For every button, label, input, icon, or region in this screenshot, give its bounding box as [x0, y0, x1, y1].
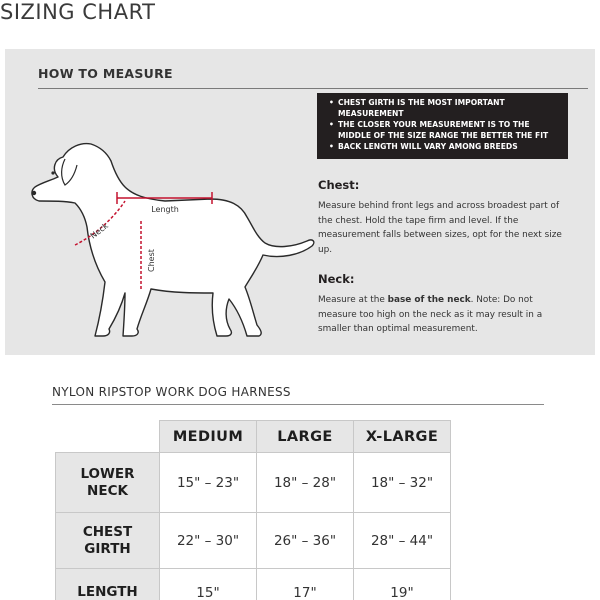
length-label: Length [151, 205, 179, 214]
table-row [56, 569, 451, 600]
neck-label: Neck [88, 221, 110, 241]
column-header-medium: MEDIUM [160, 421, 257, 453]
page-title: SIZING CHART [0, 0, 156, 24]
table-cell: 18" – 28" [257, 453, 354, 513]
neck-heading: Neck: [318, 272, 355, 286]
chest-info [318, 178, 573, 257]
measurement-notice-box [317, 93, 568, 159]
how-to-measure-heading: HOW TO MEASURE [38, 66, 173, 81]
size-table [55, 420, 451, 600]
notice-item: • THE CLOSER YOUR MEASUREMENT IS TO THE MIDDLE OF THE SIZE RANGE THE BETTER THE FIT [329, 120, 560, 141]
row-label-chest-girth: CHEST GIRTH [56, 513, 160, 569]
chest-heading: Chest: [318, 178, 360, 192]
chest-description: Measure behind front legs and across broadest part of the chest. Hold the tape firm and level. If the measurement falls between sizes, opt for the next size up. [318, 201, 562, 255]
column-header-large: LARGE [257, 421, 354, 453]
product-heading: NYLON RIPSTOP WORK DOG HARNESS [52, 385, 291, 399]
table-cell: 15" – 23" [160, 453, 257, 513]
table-cell: 26" – 36" [257, 513, 354, 569]
table-row [56, 453, 451, 513]
chest-label: Chest [147, 249, 156, 272]
neck-description: Measure at the base of the neck. Note: Do not measure too high on the neck as it may result in a smaller than optimal measurement. [318, 295, 543, 335]
table-corner [56, 421, 160, 453]
table-cell: 18" – 32" [354, 453, 451, 513]
dog-nose [32, 191, 36, 195]
how-to-measure-panel [5, 49, 595, 355]
divider [38, 88, 588, 89]
divider [52, 404, 544, 405]
table-row [56, 513, 451, 569]
dog-eye [51, 171, 54, 174]
dog-measurement-diagram [25, 117, 325, 357]
notice-item: • CHEST GIRTH IS THE MOST IMPORTANT MEASUREMENT [329, 98, 560, 119]
column-header-x-large: X-LARGE [354, 421, 451, 453]
table-cell: 17" [257, 569, 354, 600]
neck-emphasis: base of the neck [387, 295, 471, 305]
table-cell: 19" [354, 569, 451, 600]
table-cell: 15" [160, 569, 257, 600]
row-label-lower-neck: LOWER NECK [56, 453, 160, 513]
notice-item: • BACK LENGTH WILL VARY AMONG BREEDS [329, 142, 560, 153]
table-cell: 22" – 30" [160, 513, 257, 569]
table-cell: 28" – 44" [354, 513, 451, 569]
row-label-length: LENGTH [56, 569, 160, 600]
neck-info [318, 272, 573, 337]
